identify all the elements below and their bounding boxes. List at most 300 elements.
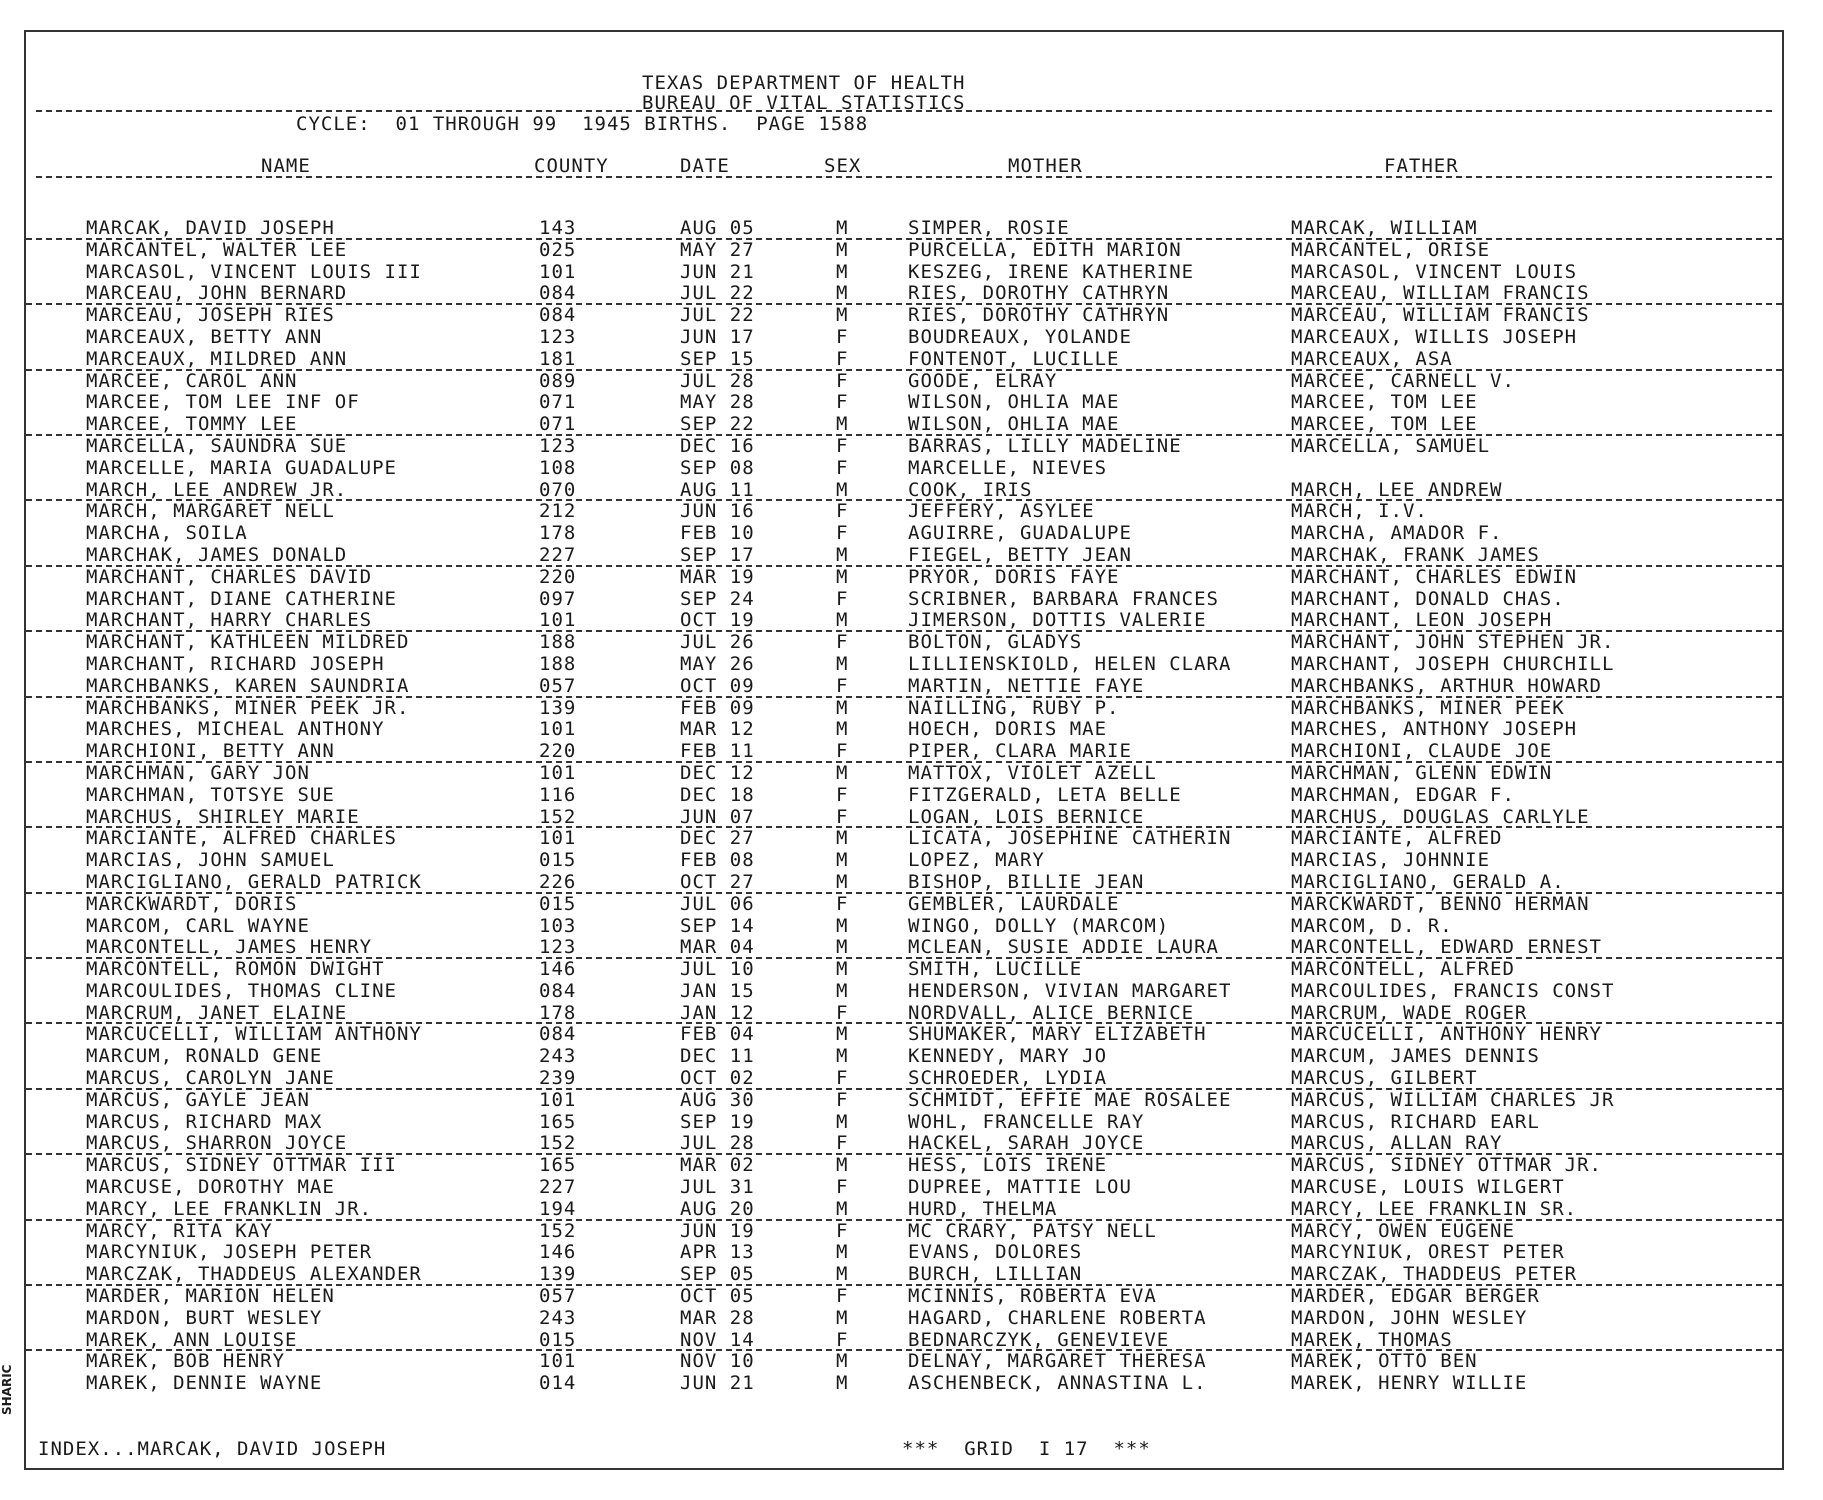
table-row (26, 1373, 1782, 1395)
cell-sex: F (836, 369, 849, 392)
cell-father: MARCH, I.V. (1291, 500, 1428, 523)
cell-sex: F (836, 783, 849, 806)
cell-father: MARCHMAN, EDGAR F. (1291, 783, 1515, 806)
cell-sex: F (836, 587, 849, 610)
table-row (26, 218, 1782, 240)
table-row (26, 610, 1782, 632)
cell-name: MARCEAU, JOSEPH RIES (86, 304, 335, 327)
cell-county: 243 (539, 1045, 577, 1068)
table-row (26, 916, 1782, 938)
table-row (26, 1242, 1782, 1264)
cell-date: OCT 27 (680, 870, 755, 893)
table-row (26, 414, 1782, 436)
cell-mother: JIMERSON, DOTTIS VALERIE (908, 609, 1207, 632)
cell-date: JAN 15 (680, 979, 755, 1002)
cell-father: MARCANTEL, ORISE (1291, 238, 1491, 261)
cell-mother: FONTENOT, LUCILLE (908, 347, 1120, 370)
cell-mother: LILLIENSKIOLD, HELEN CLARA (908, 652, 1232, 675)
cell-name: MARCY, RITA KAY (86, 1219, 273, 1242)
cell-sex: M (836, 1263, 849, 1286)
cell-mother: MCLEAN, SUSIE ADDIE LAURA (908, 936, 1219, 959)
cell-sex: F (836, 434, 849, 457)
cell-sex: M (836, 958, 849, 981)
cell-name: MARCIAS, JOHN SAMUEL (86, 849, 335, 872)
table-row (26, 305, 1782, 327)
cell-mother: MARTIN, NETTIE FAYE (908, 674, 1145, 697)
cell-mother: BEDNARCZYK, GENEVIEVE (908, 1328, 1170, 1351)
cell-father: MARDON, JOHN WESLEY (1291, 1306, 1528, 1329)
column-header-name: NAME (261, 155, 311, 177)
cell-county: 116 (539, 783, 577, 806)
cell-date: FEB 04 (680, 1023, 755, 1046)
cell-mother: PRYOR, DORIS FAYE (908, 565, 1120, 588)
cell-mother: PIPER, CLARA MARIE (908, 740, 1132, 763)
cell-sex: M (836, 914, 849, 937)
table-row (26, 676, 1782, 698)
table-row (26, 436, 1782, 458)
cell-father: MARCHMAN, GLENN EDWIN (1291, 761, 1553, 784)
cell-name: MARCUS, SHARRON JOYCE (86, 1132, 348, 1155)
table-row (26, 283, 1782, 305)
cell-mother: FITZGERALD, LETA BELLE (908, 783, 1182, 806)
cell-county: 057 (539, 1285, 577, 1308)
cell-name: MARCANTEL, WALTER LEE (86, 238, 348, 261)
cell-county: 123 (539, 936, 577, 959)
cell-sex: F (836, 1132, 849, 1155)
cell-county: 139 (539, 1263, 577, 1286)
cell-date: AUG 11 (680, 478, 755, 501)
cell-mother: KESZEG, IRENE KATHERINE (908, 260, 1195, 283)
table-row (26, 567, 1782, 589)
cell-father: MARCHBANKS, MINER PEEK (1291, 696, 1565, 719)
cell-mother: NORDVALL, ALICE BERNICE (908, 1001, 1195, 1024)
cell-county: 025 (539, 238, 577, 261)
cell-date: SEP 24 (680, 587, 755, 610)
cell-county: 089 (539, 369, 577, 392)
cell-name: MARCIGLIANO, GERALD PATRICK (86, 870, 422, 893)
cell-father: MARCYNIUK, OREST PETER (1291, 1241, 1565, 1264)
cell-county: 070 (539, 478, 577, 501)
cell-father: MARCHAK, FRANK JAMES (1291, 543, 1540, 566)
cell-county: 227 (539, 543, 577, 566)
cell-mother: PURCELLA, EDITH MARION (908, 238, 1182, 261)
cell-mother: BOUDREAUX, YOLANDE (908, 325, 1132, 348)
cell-mother: RIES, DOROTHY CATHRYN (908, 282, 1170, 305)
cell-date: MAY 26 (680, 652, 755, 675)
cell-name: MARCUS, GAYLE JEAN (86, 1088, 310, 1111)
cell-name: MARCUS, CAROLYN JANE (86, 1067, 335, 1090)
cell-father: MARCUS, WILLIAM CHARLES JR (1291, 1088, 1615, 1111)
cell-sex: M (836, 1350, 849, 1373)
cell-county: 057 (539, 674, 577, 697)
cell-date: MAR 28 (680, 1306, 755, 1329)
cell-date: FEB 08 (680, 849, 755, 872)
cell-date: JUN 19 (680, 1219, 755, 1242)
cell-date: DEC 18 (680, 783, 755, 806)
cell-sex: F (836, 1328, 849, 1351)
table-row (26, 349, 1782, 371)
cell-date: JUL 28 (680, 369, 755, 392)
cell-name: MARCONTELL, JAMES HENRY (86, 936, 373, 959)
cell-sex: M (836, 217, 849, 239)
cell-name: MARCUCELLI, WILLIAM ANTHONY (86, 1023, 422, 1046)
cell-date: SEP 14 (680, 914, 755, 937)
cell-county: 146 (539, 958, 577, 981)
cell-date: OCT 19 (680, 609, 755, 632)
cell-mother: SCHROEDER, LYDIA (908, 1067, 1108, 1090)
cell-sex: F (836, 391, 849, 414)
cell-county: 227 (539, 1176, 577, 1199)
cell-date: JUN 17 (680, 325, 755, 348)
table-row (26, 719, 1782, 741)
cell-father: MARCEAUX, WILLIS JOSEPH (1291, 325, 1578, 348)
column-header-rule (36, 176, 1772, 178)
cell-date: NOV 10 (680, 1350, 755, 1373)
cell-name: MARCUS, RICHARD MAX (86, 1110, 323, 1133)
cell-county: 097 (539, 587, 577, 610)
records-table (26, 218, 1782, 1395)
cell-mother: DELNAY, MARGARET THERESA (908, 1350, 1207, 1373)
cell-father: MARCEAUX, ASA (1291, 347, 1453, 370)
cell-father: MARCUM, JAMES DENNIS (1291, 1045, 1540, 1068)
cell-date: FEB 09 (680, 696, 755, 719)
cell-name: MARCZAK, THADDEUS ALEXANDER (86, 1263, 422, 1286)
cell-sex: M (836, 870, 849, 893)
cell-name: MARCHAK, JAMES DONALD (86, 543, 348, 566)
cell-sex: M (836, 565, 849, 588)
table-row (26, 1003, 1782, 1025)
cell-date: JUL 31 (680, 1176, 755, 1199)
cell-mother: HENDERSON, VIVIAN MARGARET (908, 979, 1232, 1002)
table-row (26, 458, 1782, 480)
table-row (26, 1068, 1782, 1090)
cell-father: MARCONTELL, EDWARD ERNEST (1291, 936, 1602, 959)
table-row (26, 959, 1782, 981)
cell-county: 123 (539, 434, 577, 457)
header-bureau: BUREAU OF VITAL STATISTICS (642, 92, 966, 114)
cell-county: 015 (539, 849, 577, 872)
cell-date: SEP 05 (680, 1263, 755, 1286)
cell-name: MARCKWARDT, DORIS (86, 892, 298, 915)
cell-mother: BURCH, LILLIAN (908, 1263, 1083, 1286)
cell-date: DEC 12 (680, 761, 755, 784)
table-row (26, 327, 1782, 349)
table-row (26, 480, 1782, 502)
cell-name: MAREK, BOB HENRY (86, 1350, 286, 1373)
cell-name: MARCASOL, VINCENT LOUIS III (86, 260, 422, 283)
cell-date: MAY 28 (680, 391, 755, 414)
cell-father: MARCHANT, JOHN STEPHEN JR. (1291, 631, 1615, 654)
cell-date: MAR 02 (680, 1154, 755, 1177)
cell-mother: MC CRARY, PATSY NELL (908, 1219, 1157, 1242)
cell-mother: BOLTON, GLADYS (908, 631, 1083, 654)
cell-county: 015 (539, 1328, 577, 1351)
cell-county: 101 (539, 1350, 577, 1373)
cell-sex: F (836, 740, 849, 763)
cell-sex: M (836, 761, 849, 784)
cell-county: 071 (539, 391, 577, 414)
cell-mother: BISHOP, BILLIE JEAN (908, 870, 1145, 893)
cell-date: SEP 15 (680, 347, 755, 370)
cell-father: MAREK, OTTO BEN (1291, 1350, 1478, 1373)
cell-sex: M (836, 827, 849, 850)
cell-date: OCT 02 (680, 1067, 755, 1090)
cell-sex: M (836, 979, 849, 1002)
cell-date: FEB 11 (680, 740, 755, 763)
cell-county: 101 (539, 827, 577, 850)
cell-county: 014 (539, 1372, 577, 1395)
cell-mother: LOGAN, LOIS BERNICE (908, 805, 1145, 828)
cell-mother: RIES, DOROTHY CATHRYN (908, 304, 1170, 327)
cell-date: OCT 05 (680, 1285, 755, 1308)
cell-mother: SCHMIDT, EFFIE MAE ROSALEE (908, 1088, 1232, 1111)
cell-name: MARCHES, MICHEAL ANTHONY (86, 718, 385, 741)
cell-mother: WINGO, DOLLY (MARCOM) (908, 914, 1170, 937)
table-row (26, 1133, 1782, 1155)
table-row (26, 1330, 1782, 1352)
cell-mother: KENNEDY, MARY JO (908, 1045, 1108, 1068)
cell-father: MAREK, THOMAS (1291, 1328, 1453, 1351)
cell-county: 101 (539, 1088, 577, 1111)
cell-mother: WILSON, OHLIA MAE (908, 413, 1120, 436)
cell-date: SEP 08 (680, 456, 755, 479)
cell-county: 188 (539, 631, 577, 654)
cell-county: 188 (539, 652, 577, 675)
cell-county: 178 (539, 522, 577, 545)
cell-father: MARCIANTE, ALFRED (1291, 827, 1503, 850)
cell-mother: HACKEL, SARAH JOYCE (908, 1132, 1145, 1155)
cell-county: 212 (539, 500, 577, 523)
cell-date: AUG 05 (680, 217, 755, 239)
cell-sex: M (836, 413, 849, 436)
cell-county: 152 (539, 1132, 577, 1155)
cell-father: MARCHES, ANTHONY JOSEPH (1291, 718, 1578, 741)
cell-mother: GOODE, ELRAY (908, 369, 1058, 392)
cell-date: DEC 11 (680, 1045, 755, 1068)
cell-name: MARCEE, TOMMY LEE (86, 413, 298, 436)
cell-county: 139 (539, 696, 577, 719)
table-row (26, 523, 1782, 545)
cell-mother: MCINNIS, ROBERTA EVA (908, 1285, 1157, 1308)
cell-name: MARCHMAN, GARY JON (86, 761, 310, 784)
table-row (26, 937, 1782, 959)
cell-father: MARCUS, SIDNEY OTTMAR JR. (1291, 1154, 1602, 1177)
table-row (26, 1199, 1782, 1221)
table-row (26, 632, 1782, 654)
cell-sex: F (836, 325, 849, 348)
cell-date: JUL 22 (680, 304, 755, 327)
cell-county: 108 (539, 456, 577, 479)
cell-sex: M (836, 652, 849, 675)
cell-father: MARCY, LEE FRANKLIN SR. (1291, 1197, 1578, 1220)
cell-sex: M (836, 1306, 849, 1329)
cell-name: MARCHANT, HARRY CHARLES (86, 609, 373, 632)
cell-sex: F (836, 456, 849, 479)
cell-father: MARCEE, TOM LEE (1291, 413, 1478, 436)
header-cycle: CYCLE: 01 THROUGH 99 1945 BIRTHS. PAGE 1588 (296, 113, 869, 135)
cell-name: MARCEAU, JOHN BERNARD (86, 282, 348, 305)
cell-mother: SCRIBNER, BARBARA FRANCES (908, 587, 1219, 610)
cell-county: 143 (539, 217, 577, 239)
cell-father: MARCEE, TOM LEE (1291, 391, 1478, 414)
cell-county: 165 (539, 1110, 577, 1133)
cell-date: JUL 28 (680, 1132, 755, 1155)
cell-sex: M (836, 1372, 849, 1395)
table-row (26, 371, 1782, 393)
table-row (26, 1177, 1782, 1199)
table-row (26, 1308, 1782, 1330)
cell-county: 194 (539, 1197, 577, 1220)
cell-date: OCT 09 (680, 674, 755, 697)
cell-name: MARCELLE, MARIA GUADALUPE (86, 456, 397, 479)
cell-name: MARCELLA, SAUNDRA SUE (86, 434, 348, 457)
table-row (26, 240, 1782, 262)
cell-father: MARCHANT, JOSEPH CHURCHILL (1291, 652, 1615, 675)
cell-father: MARCY, OWEN EUGENE (1291, 1219, 1515, 1242)
cell-sex: M (836, 478, 849, 501)
table-row (26, 501, 1782, 523)
cell-date: JUL 26 (680, 631, 755, 654)
cell-father: MARCUS, RICHARD EARL (1291, 1110, 1540, 1133)
cell-sex: M (836, 718, 849, 741)
cell-date: JUL 22 (680, 282, 755, 305)
cell-name: MARCHBANKS, MINER PEEK JR. (86, 696, 410, 719)
table-row (26, 1351, 1782, 1373)
cell-county: 165 (539, 1154, 577, 1177)
cell-county: 220 (539, 565, 577, 588)
table-row (26, 828, 1782, 850)
cell-sex: F (836, 522, 849, 545)
cell-father: MARCEE, CARNELL V. (1291, 369, 1515, 392)
cell-date: JUN 21 (680, 1372, 755, 1395)
cell-name: MARCHA, SOILA (86, 522, 248, 545)
cell-county: 084 (539, 282, 577, 305)
cell-mother: LICATA, JOSEPHINE CATHERIN (908, 827, 1232, 850)
cell-father: MARCH, LEE ANDREW (1291, 478, 1503, 501)
cell-name: MARCIANTE, ALFRED CHARLES (86, 827, 397, 850)
cell-sex: M (836, 1154, 849, 1177)
cell-father: MARCHANT, LEON JOSEPH (1291, 609, 1553, 632)
header-department: TEXAS DEPARTMENT OF HEALTH (642, 72, 966, 94)
table-row (26, 763, 1782, 785)
cell-name: MARCHUS, SHIRLEY MARIE (86, 805, 360, 828)
cell-sex: F (836, 805, 849, 828)
cell-mother: WILSON, OHLIA MAE (908, 391, 1120, 414)
cell-father: MARCIAS, JOHNNIE (1291, 849, 1491, 872)
cell-county: 239 (539, 1067, 577, 1090)
cell-name: MARCUSE, DOROTHY MAE (86, 1176, 335, 1199)
cell-name: MARCH, MARGARET NELL (86, 500, 335, 523)
cell-sex: F (836, 631, 849, 654)
cell-county: 152 (539, 805, 577, 828)
cell-name: MARCHBANKS, KAREN SAUNDRIA (86, 674, 410, 697)
table-row (26, 1090, 1782, 1112)
cell-sex: F (836, 1219, 849, 1242)
footer-grid: *** GRID I 17 *** (902, 1438, 1151, 1460)
cell-mother: COOK, IRIS (908, 478, 1033, 501)
cell-mother: BARRAS, LILLY MADELINE (908, 434, 1182, 457)
cell-sex: F (836, 1001, 849, 1024)
cell-name: MARCHMAN, TOTSYE SUE (86, 783, 335, 806)
cell-sex: M (836, 609, 849, 632)
cell-mother: HURD, THELMA (908, 1197, 1058, 1220)
column-header-mother: MOTHER (1008, 155, 1083, 177)
cell-father: MARCAK, WILLIAM (1291, 217, 1478, 239)
cell-father: MARCHA, AMADOR F. (1291, 522, 1503, 545)
cell-mother: HAGARD, CHARLENE ROBERTA (908, 1306, 1207, 1329)
cell-mother: JEFFERY, ASYLEE (908, 500, 1095, 523)
cell-father: MARCZAK, THADDEUS PETER (1291, 1263, 1578, 1286)
cell-date: SEP 19 (680, 1110, 755, 1133)
cell-mother: LOPEZ, MARY (908, 849, 1045, 872)
table-row (26, 589, 1782, 611)
cell-sex: M (836, 260, 849, 283)
cell-mother: FIEGEL, BETTY JEAN (908, 543, 1132, 566)
cell-father: MAREK, HENRY WILLIE (1291, 1372, 1528, 1395)
cell-name: MARCY, LEE FRANKLIN JR. (86, 1197, 373, 1220)
cell-county: 178 (539, 1001, 577, 1024)
cell-sex: M (836, 282, 849, 305)
table-row (26, 654, 1782, 676)
cell-sex: F (836, 500, 849, 523)
cell-name: MARCEE, CAROL ANN (86, 369, 298, 392)
table-row (26, 872, 1782, 894)
cell-date: MAR 19 (680, 565, 755, 588)
cell-county: 181 (539, 347, 577, 370)
cell-date: AUG 30 (680, 1088, 755, 1111)
cell-date: DEC 27 (680, 827, 755, 850)
column-header-sex: SEX (824, 155, 862, 177)
cell-father: MARCOULIDES, FRANCIS CONST (1291, 979, 1615, 1002)
cell-mother: AGUIRRE, GUADALUPE (908, 522, 1132, 545)
cell-date: MAY 27 (680, 238, 755, 261)
cell-sex: M (836, 936, 849, 959)
cell-name: MAREK, ANN LOUISE (86, 1328, 298, 1351)
cell-county: 146 (539, 1241, 577, 1264)
column-header-date: DATE (680, 155, 730, 177)
table-row (26, 894, 1782, 916)
cell-mother: SHUMAKER, MARY ELIZABETH (908, 1023, 1207, 1046)
cell-father: MARCHANT, DONALD CHAS. (1291, 587, 1565, 610)
column-header-county: COUNTY (534, 155, 609, 177)
table-row (26, 392, 1782, 414)
table-row (26, 850, 1782, 872)
cell-sex: M (836, 1023, 849, 1046)
cell-father: MARDER, EDGAR BERGER (1291, 1285, 1540, 1308)
cell-sex: M (836, 849, 849, 872)
cell-mother: MARCELLE, NIEVES (908, 456, 1108, 479)
cell-date: NOV 14 (680, 1328, 755, 1351)
cell-name: MARCAK, DAVID JOSEPH (86, 217, 335, 239)
cell-mother: MATTOX, VIOLET AZELL (908, 761, 1157, 784)
cell-name: MARCUM, RONALD GENE (86, 1045, 323, 1068)
cell-county: 084 (539, 1023, 577, 1046)
cell-date: DEC 16 (680, 434, 755, 457)
table-row (26, 262, 1782, 284)
cell-sex: M (836, 1045, 849, 1068)
cell-father: MARCUS, ALLAN RAY (1291, 1132, 1503, 1155)
cell-sex: F (836, 347, 849, 370)
cell-sex: F (836, 1088, 849, 1111)
cell-county: 123 (539, 325, 577, 348)
table-row (26, 807, 1782, 829)
table-row (26, 741, 1782, 763)
table-row (26, 1112, 1782, 1134)
cell-date: JAN 12 (680, 1001, 755, 1024)
cell-sex: F (836, 1067, 849, 1090)
cell-father: MARCUS, GILBERT (1291, 1067, 1478, 1090)
cell-sex: M (836, 304, 849, 327)
